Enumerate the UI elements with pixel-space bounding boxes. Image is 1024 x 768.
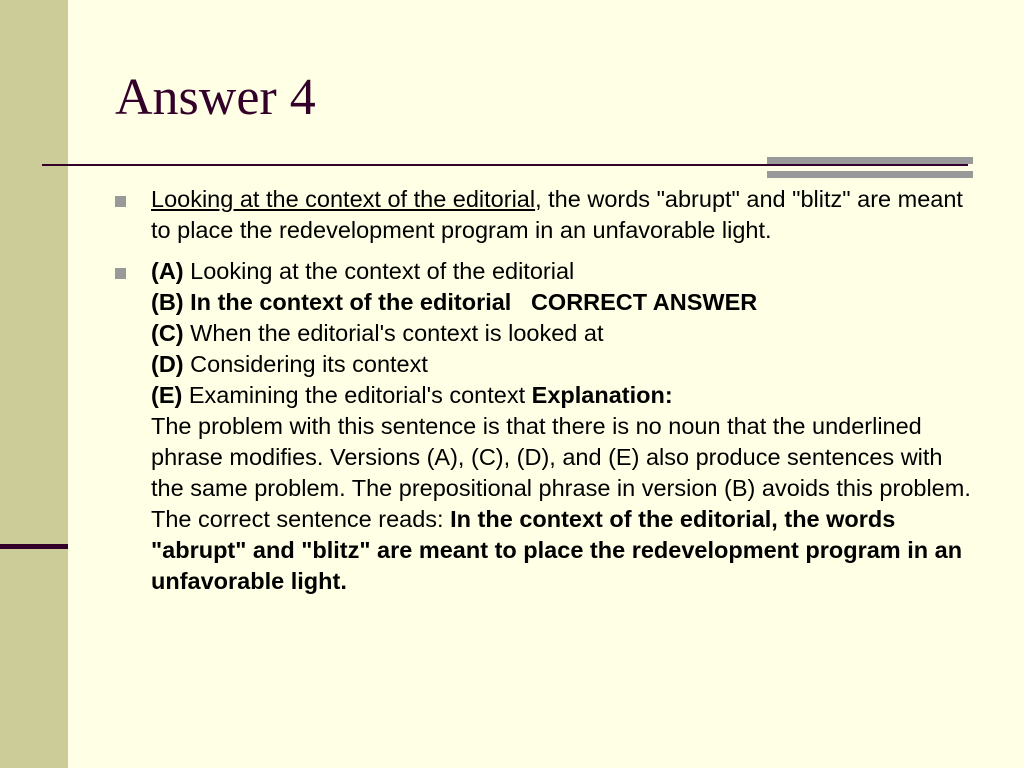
square-bullet-icon: [115, 196, 126, 207]
sidebar-accent-bar: [0, 544, 68, 549]
option-b: (B) In the context of the editorial CORRECT ANSWER: [151, 289, 758, 315]
bullet-item-1: [115, 184, 975, 246]
explanation-label: Explanation:: [531, 382, 673, 408]
slide-title: Answer 4: [115, 69, 316, 126]
underlined-phrase: Looking at the context of the editorial: [151, 186, 536, 212]
explanation-text: The problem with this sentence is that there is no noun that the underlined phrase modifies. Versions (A), (C), (D), and (E) also produce sentences with the same problem. The prepositional phrase in version (B) avoids this problem. The correct sentence reads:: [151, 413, 971, 532]
slide-body: [115, 184, 975, 607]
slide-sidebar: [0, 0, 68, 768]
option-e: (E) Examining the editorial's context Explanation:: [151, 382, 673, 408]
divider-accent: [767, 157, 973, 179]
correct-answer-label: CORRECT ANSWER: [530, 289, 758, 315]
option-d: (D) Considering its context: [151, 351, 428, 377]
bullet-item-2: [115, 256, 975, 597]
option-c: (C) When the editorial's context is looked at: [151, 320, 604, 346]
bullet-1-text: , the words "abrupt" and "blitz" are meant to place the redevelopment program in an unfavorable light.: [151, 186, 963, 243]
option-a: (A) Looking at the context of the editorial: [151, 258, 575, 284]
correct-sentence: In the context of the editorial, the words "abrupt" and "blitz" are meant to place the redevelopment program in an unfavorable light.: [151, 506, 963, 594]
square-bullet-icon: [115, 268, 126, 279]
